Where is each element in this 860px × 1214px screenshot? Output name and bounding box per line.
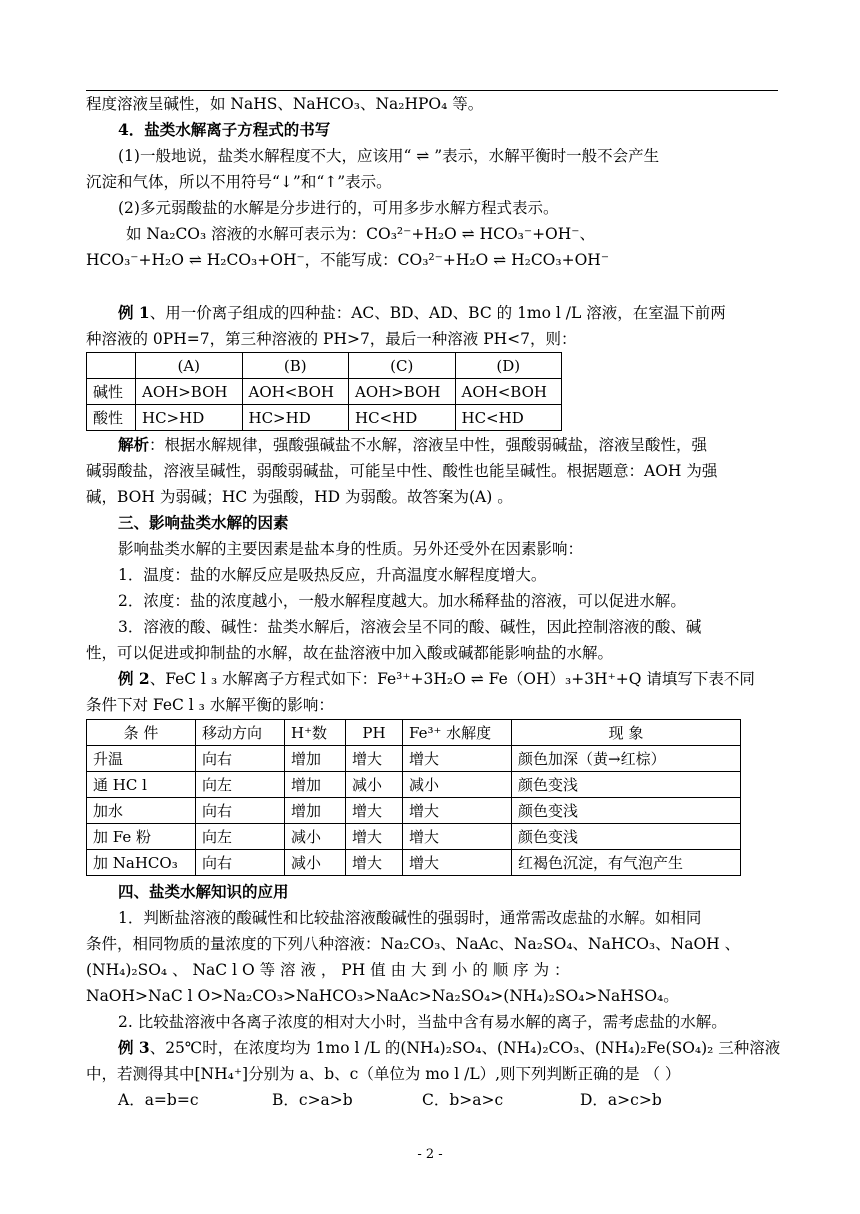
text-line: 种溶液的 0PH=7，第三种溶液的 PH>7，最后一种溶液 PH<7，则： — [86, 330, 577, 348]
table-cell: 碱性 — [87, 379, 136, 405]
analysis-label: 解析 — [118, 435, 150, 454]
table-cell: H⁺数 — [285, 720, 346, 746]
table-cell: 增大 — [346, 824, 403, 850]
table-cell: 酸性 — [87, 405, 136, 431]
table-cell: 向左 — [196, 772, 285, 798]
table-cell: HC>HD — [242, 405, 349, 431]
example-1-line — [118, 302, 726, 324]
table-cell: 条 件 — [87, 720, 196, 746]
table-cell: AOH>BOH — [349, 379, 456, 405]
table-cell: 减小 — [403, 772, 512, 798]
table-row — [87, 798, 741, 824]
table-cell: 向右 — [196, 798, 285, 824]
table-cell: AOH<BOH — [455, 379, 562, 405]
text-line: 中，若测得其中[NH₄⁺]分别为 a、b、c（单位为 mo l /L）,则下列判断正确的是 （ ） — [86, 1065, 681, 1083]
section-heading: 三、影响盐类水解的因素 — [118, 513, 289, 532]
text-line: 2. 比较盐溶液中各离子浓度的相对大小时，当盐中含有易水解的离子，需考虑盐的水解。 — [118, 1013, 727, 1031]
analysis-text: ：根据水解规律，强酸强碱盐不水解，溶液呈中性，强酸弱碱盐，溶液呈酸性，强 — [149, 436, 708, 454]
table-cell: 颜色变浅 — [512, 824, 741, 850]
table-cell: 颜色加深（黄→红棕） — [512, 746, 741, 772]
text-line: 1．判断盐溶液的酸碱性和比较盐溶液酸碱性的强弱时，通常需改虑盐的水解。如相同 — [118, 909, 702, 927]
table-cell: 加 NaHCO₃ — [87, 850, 196, 876]
example-1-text: 、用一价离子组成的四种盐：AC、BD、AD、BC 的 1mo l /L 溶液，在室温下前两 — [149, 304, 726, 322]
table-cell: AOH<BOH — [242, 379, 349, 405]
table-cell: 增大 — [403, 850, 512, 876]
table-row — [87, 405, 562, 431]
table-cell: 增大 — [346, 850, 403, 876]
equation-line: 如 Na₂CO₃ 溶液的水解可表示为：CO₃²⁻+H₂O ⇌ HCO₃⁻+OH⁻、 — [126, 225, 595, 243]
table-cell: HC>HD — [136, 405, 243, 431]
table-cell: 减小 — [346, 772, 403, 798]
table-cell: 增大 — [403, 824, 512, 850]
section-heading: 四、盐类水解知识的应用 — [118, 882, 289, 901]
table-row — [87, 772, 741, 798]
table-cell — [87, 353, 136, 379]
analysis-line — [118, 434, 707, 456]
option-a: A．a=b=c — [118, 1091, 199, 1109]
table-cell: 增大 — [403, 746, 512, 772]
table-row — [87, 746, 741, 772]
table-cell: (B) — [242, 353, 349, 379]
table-cell: 增大 — [403, 798, 512, 824]
page-number: - 2 - — [417, 1147, 443, 1162]
text-line: 碱，BOH 为弱碱；HC 为强酸，HD 为弱酸。故答案为(A) 。 — [86, 488, 513, 506]
table-cell: 向右 — [196, 850, 285, 876]
table-cell: 增加 — [285, 746, 346, 772]
example-1-table — [86, 352, 562, 431]
table-cell: AOH>BOH — [136, 379, 243, 405]
table-cell: 现 象 — [512, 720, 741, 746]
text-line: 2．浓度：盐的浓度越小，一般水解程度越大。加水稀释盐的溶液，可以促进水解。 — [118, 592, 686, 610]
text-line: (2)多元弱酸盐的水解是分步进行的，可用多步水解方程式表示。 — [118, 199, 559, 217]
example-3-text: 、25℃时，在浓度均为 1mo l /L 的(NH₄)₂SO₄、(NH₄)₂CO₃、(NH₄)₂Fe(SO₄)₂ 三种溶液 — [149, 1039, 781, 1057]
table-cell: 加水 — [87, 798, 196, 824]
table-cell: (D) — [455, 353, 562, 379]
table-header-row — [87, 353, 562, 379]
table-header-row — [87, 720, 741, 746]
table-cell: (C) — [349, 353, 456, 379]
example-2-label: 例 2 — [118, 669, 150, 688]
table-cell: 增加 — [285, 772, 346, 798]
text-line: 沉淀和气体，所以不用符号“↓”和“↑”表示。 — [86, 173, 392, 191]
option-c: C．b>a>c — [422, 1091, 504, 1109]
example-2-table — [86, 719, 741, 876]
text-line: 条件，相同物质的量浓度的下列八种溶液：Na₂CO₃、NaAc、Na₂SO₄、NaHCO₃、NaOH 、 — [86, 935, 741, 953]
text-line: 碱弱酸盐，溶液呈碱性，弱酸弱碱盐，可能呈中性、酸性也能呈碱性。根据题意：AOH 为强 — [86, 462, 718, 480]
table-cell: 颜色变浅 — [512, 798, 741, 824]
example-3-line — [118, 1037, 780, 1059]
text-line: 条件下对 FeC l ₃ 水解平衡的影响： — [86, 696, 334, 714]
text-line: (NH₄)₂SO₄ 、 NaC l O 等 溶 液 ， PH 值 由 大 到 小 的 顺 序 为 ： — [86, 961, 570, 979]
table-cell: HC<HD — [455, 405, 562, 431]
table-cell: HC<HD — [349, 405, 456, 431]
table-cell: 通 HC l — [87, 772, 196, 798]
example-2-line — [118, 668, 755, 690]
table-cell: 增加 — [285, 798, 346, 824]
table-row — [87, 850, 741, 876]
table-cell: 加 Fe 粉 — [87, 824, 196, 850]
table-cell: 减小 — [285, 850, 346, 876]
text-line: (1)一般地说，盐类水解程度不大，应该用“ ⇌ ”表示，水解平衡时一般不会产生 — [118, 147, 660, 165]
table-cell: 颜色变浅 — [512, 772, 741, 798]
option-b: B．c>a>b — [272, 1091, 353, 1109]
text-line: 程度溶液呈碱性，如 NaHS、NaHCO₃、Na₂HPO₄ 等。 — [86, 95, 484, 113]
table-cell: 减小 — [285, 824, 346, 850]
option-d: D．a>c>b — [580, 1091, 662, 1109]
example-1-label: 例 1 — [118, 303, 150, 322]
text-line: 影响盐类水解的主要因素是盐本身的性质。另外还受外在因素影响： — [118, 540, 584, 558]
table-cell: 向右 — [196, 746, 285, 772]
table-cell: PH — [346, 720, 403, 746]
table-cell: (A) — [136, 353, 243, 379]
table-cell: 增大 — [346, 798, 403, 824]
table-cell: 向左 — [196, 824, 285, 850]
table-cell: Fe³⁺ 水解度 — [403, 720, 512, 746]
table-cell: 红褐色沉淀，有气泡产生 — [512, 850, 741, 876]
table-cell: 增大 — [346, 746, 403, 772]
example-3-label: 例 3 — [118, 1038, 150, 1057]
text-line: 1．温度：盐的水解反应是吸热反应，升高温度水解程度增大。 — [118, 566, 547, 584]
table-cell: 升温 — [87, 746, 196, 772]
section-heading: 4．盐类水解离子方程式的书写 — [118, 120, 331, 139]
text-line: 性，可以促进或抑制盐的水解，故在盐溶液中加入酸或碱都能影响盐的水解。 — [86, 644, 614, 662]
table-row — [87, 379, 562, 405]
table-cell: 移动方向 — [196, 720, 285, 746]
example-2-text: 、FeC l ₃ 水解离子方程式如下：Fe³⁺+3H₂O ⇌ Fe（OH）₃+3H⁺+Q 请填写下表不同 — [149, 670, 755, 688]
text-line: 3．溶液的酸、碱性：盐类水解后，溶液会呈不同的酸、碱性，因此控制溶液的酸、碱 — [118, 618, 702, 636]
equation-line: HCO₃⁻+H₂O ⇌ H₂CO₃+OH⁻，不能写成：CO₃²⁻+H₂O ⇌ H₂CO₃+OH⁻ — [86, 251, 609, 269]
header-rule — [86, 90, 778, 91]
text-line: NaOH>NaC l O>Na₂CO₃>NaHCO₃>NaAc>Na₂SO₄>(NH₄)₂SO₄>NaHSO₄。 — [86, 987, 679, 1005]
table-row — [87, 824, 741, 850]
